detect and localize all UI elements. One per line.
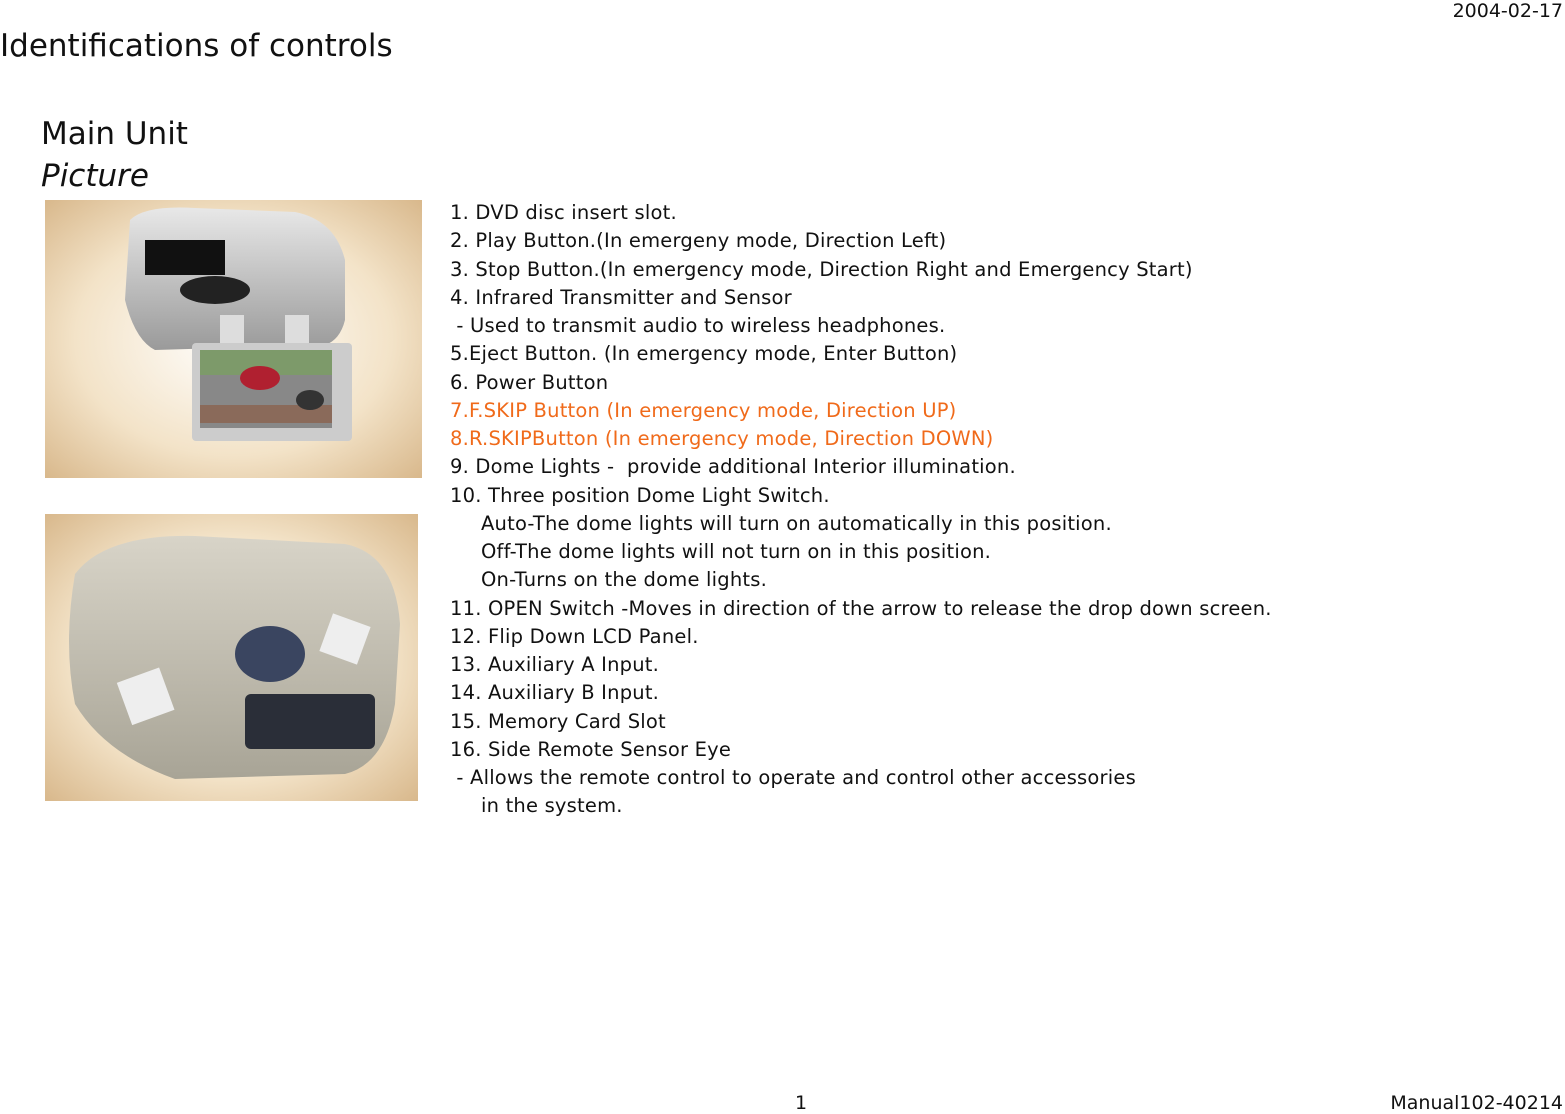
control-list-item: 15. Memory Card Slot: [450, 709, 666, 733]
document-code: Manual102-40214: [1390, 1092, 1563, 1114]
control-list-item: 4. Infrared Transmitter and Sensor: [450, 285, 792, 309]
section-subheading: Picture: [41, 158, 149, 194]
control-list-item: Auto-The dome lights will turn on automatically in this position.: [481, 511, 1112, 535]
control-list-item: 16. Side Remote Sensor Eye: [450, 737, 732, 761]
control-list-item: - Allows the remote control to operate and control other accessories: [450, 766, 1136, 789]
product-photo-screen-down: [45, 200, 422, 478]
control-list-item: On-Turns on the dome lights.: [481, 568, 768, 592]
control-list-item: 3. Stop Button.(In emergency mode, Direction Right and Emergency Start): [450, 257, 1193, 281]
control-list-item: 12. Flip Down LCD Panel.: [450, 624, 699, 648]
control-list-item: 1. DVD disc insert slot.: [450, 201, 677, 224]
control-list-item: 11. OPEN Switch -Moves in direction of the arrow to release the drop down screen.: [450, 596, 1272, 620]
page-title: Identifications of controls: [0, 28, 393, 64]
control-list-item: 8.R.SKIPButton (In emergency mode, Direction DOWN): [450, 427, 994, 450]
document-date: 2004-02-17: [1452, 0, 1563, 22]
controls-list: [450, 199, 1272, 821]
control-list-item: - Used to transmit audio to wireless headphones.: [450, 314, 946, 337]
control-list-item: 9. Dome Lights - provide additional Interior illumination.: [450, 455, 1016, 479]
control-list-item: 14. Auxiliary B Input.: [450, 681, 660, 705]
control-list-item: 2. Play Button.(In emergeny mode, Direction Left): [450, 229, 947, 253]
control-list-item: in the system.: [481, 794, 623, 818]
control-list-item: 6. Power Button: [450, 370, 609, 394]
control-list-item: 13. Auxiliary A Input.: [450, 653, 660, 676]
product-photo-closed: [45, 514, 418, 801]
section-heading: Main Unit: [41, 116, 188, 152]
control-list-item: 10. Three position Dome Light Switch.: [450, 483, 830, 507]
page-number: 1: [795, 1092, 808, 1114]
control-list-item: Off-The dome lights will not turn on in this position.: [481, 540, 992, 563]
control-list-item: 5.Eject Button. (In emergency mode, Enter Button): [450, 342, 958, 366]
control-list-item: 7.F.SKIP Button (In emergency mode, Direction UP): [450, 398, 957, 422]
